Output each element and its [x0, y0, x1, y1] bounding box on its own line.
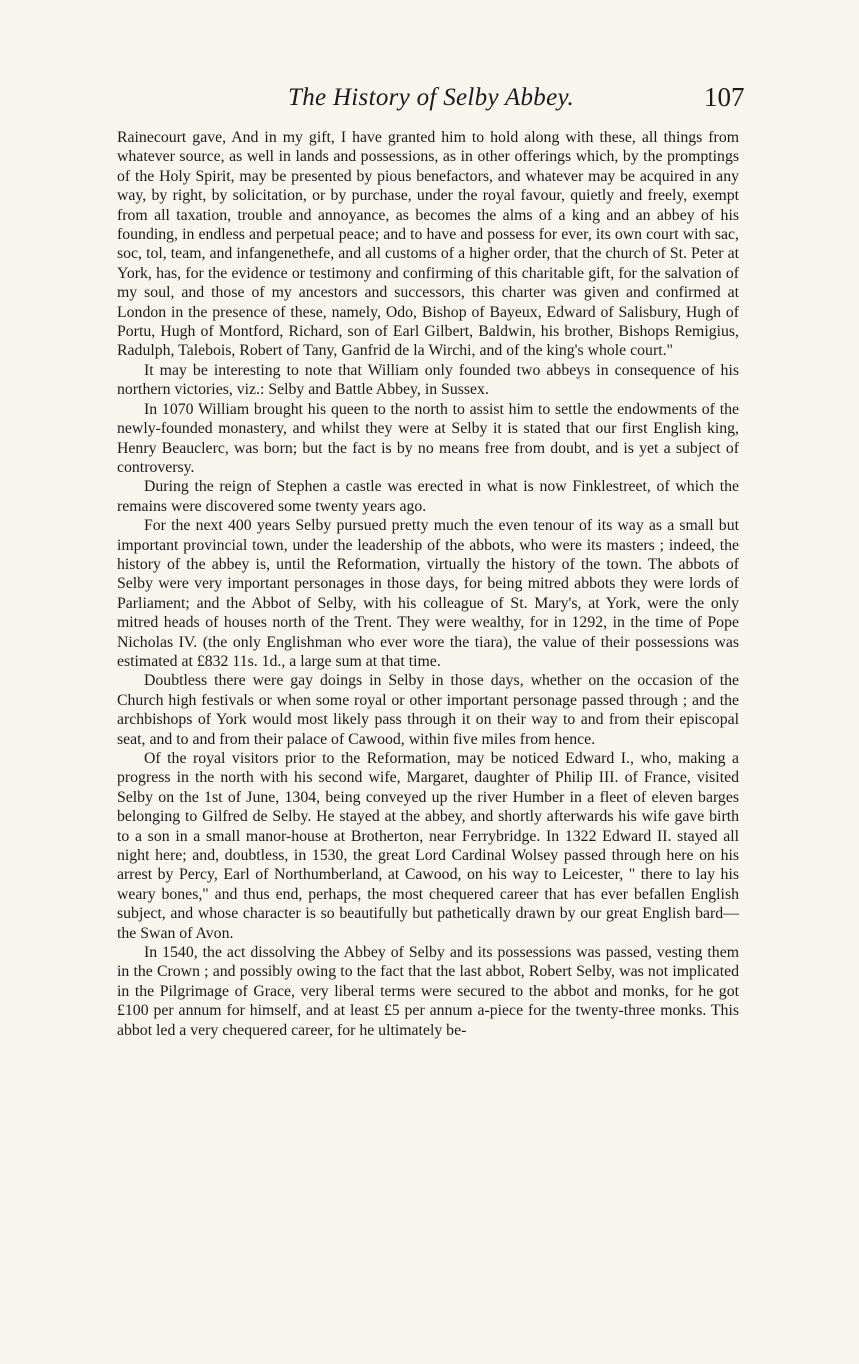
paragraph-two-abbeys: It may be interesting to note that William only founded two abbeys in consequence of his northern victories, viz.: Selby and Battle Abbey, in Sussex.: [117, 361, 739, 399]
running-title: The History of Selby Abbey.: [288, 84, 575, 111]
running-head: [0, 84, 859, 124]
paragraph-stephen: During the reign of Stephen a castle was erected in what is now Finklestreet, of which the remains were discovered some twenty years ago.: [117, 478, 739, 515]
paragraph-1540: In 1540, the act dissolving the Abbey of Selby and its possessions was passed, vesting them in the Crown ; and possibly owing to the fact that the last abbot, Robert Selby, was not implicated in the Pilgrimage of Grace, very liberal terms were secured to the abbot and monks, for he got £100 per annum for himself, and at least £5 per annum a-piece for the twenty-three monks. This abbot led a very chequered career, for he ultimately be-: [117, 944, 739, 1039]
page-number: 107: [704, 82, 745, 112]
paragraph-gay-doings: Doubtless there were gay doings in Selby in those days, whether on the occasion of the Church high festivals or when some royal or other important personage passed through ; and the archbishops of York would most likely pass through it on their way to and from their episcopal seat, and to and from their palace of Cawood, within five miles from hence.: [117, 672, 739, 748]
paragraph-royal-visitors: Of the royal visitors prior to the Reformation, may be noticed Edward I., who, making a progress in the north with his second wife, Margaret, daughter of Philip III. of France, visited Selby on the 1st of June, 1304, being conveyed up the river Humber in a fleet of eleven barges belonging to Gilfred de Selby. He stayed at the abbey, and shortly afterwards his wife gave birth to a son in a small manor-house at Brotherton, near Ferrybridge. In 1322 Edward II. stayed all night here; and, doubtless, in 1530, the great Lord Cardinal Wolsey passed through here on his arrest by Percy, Earl of Northumberland, at Cawood, on his way to Leicester, " there to lay his weary bones," and thus end, perhaps, the most chequered career that has ever befallen English subject, and whose character is so beautifully but pathetically drawn by our great English bard—the Swan of Avon.: [117, 750, 739, 942]
paragraph-400-years: For the next 400 years Selby pursued pretty much the even tenour of its way as a small but important provincial town, under the leadership of the abbots, who were its masters ; indeed, the history of the abbey is, until the Reformation, virtually the history of the town. The abbots of Selby were very important personages in those days, for being mitred abbots they were lords of Parliament; and the Abbot of Selby, with his colleague of St. Mary's, at York, were the only mitred heads of houses north of the Trent. They were wealthy, for in 1292, in the time of Pope Nicholas IV. (the only Englishman who ever wore the tiara), the value of their possessions was estimated at £832 11s. 1d., a large sum at that time.: [117, 517, 739, 670]
paragraph-charter: Rainecourt gave, And in my gift, I have granted him to hold along with these, all things from whatever source, as well in lands and possessions, as in other offerings which, by the promptings of the Holy Spirit, may be presented by pious benefactors, and whatever may be acquired in any way, by right, by solicitation, or by purchase, under the royal favour, quietly and freely, exempt from all taxation, trouble and annoyance, as becomes the alms of a king and an abbey of his founding, in endless and perpetual peace; and to have and possess for ever, its own court with sac, soc, tol, team, and infangenethefe, and all customs of a higher order, that the church of St. Peter at York, has, for the evidence or testimony and confirming of this charitable gift, for the salvation of my soul, and those of my ancestors and successors, this charter was given and confirmed at London in the presence of these, namely, Odo, Bishop of Bayeux, Edward of Salisbury, Hugh of Portu, Hugh of Montford, Richard, son of Earl Gilbert, Baldwin, his brother, Bishops Remigius, Radulph, Talebois, Robert of Tany, Ganfrid de la Wirchi, and of the king's whole court.": [117, 129, 739, 360]
body-text: [117, 128, 739, 1040]
paragraph-1070: In 1070 William brought his queen to the north to assist him to settle the endowments of the newly-founded monastery, and whilst they were at Selby it is stated that our first English king, Henry Beauclerc, was born; but the fact is by no means free from doubt, and is yet a subject of controversy.: [117, 400, 739, 476]
